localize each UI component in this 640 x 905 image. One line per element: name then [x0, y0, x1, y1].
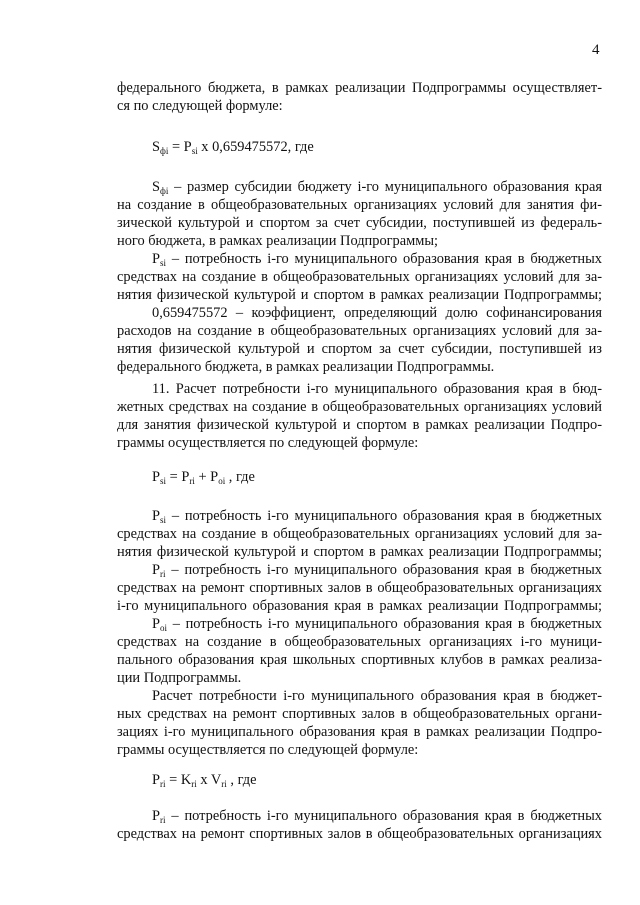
definition-line: $P_{si}$ – потребность i-го муниципального образования края в бюджетных: [152, 508, 602, 525]
text-line: средствах на ремонт спортивных залов в общеобразовательных организациях: [117, 826, 602, 842]
text-line: средствах на создание в общеобразовательных организациях условий для за-: [117, 526, 602, 542]
text-line: зической культурой и спортом за счет субсидии, поступившей из федераль-: [117, 215, 602, 231]
text-line: средствах на создание в общеобразовательных организациях i-го муници-: [117, 634, 602, 650]
text-line: ных средствах на ремонт спортивных залов в общеобразовательных органи-: [117, 706, 602, 722]
text-line: нятия физической культурой и спортом в рамках реализации Подпрограммы;: [117, 544, 602, 560]
text-line: нятия физической культурой и спортом за счет субсидии, поступившей из: [117, 341, 602, 357]
text-line: средствах на ремонт спортивных залов в общеобразовательных организациях: [117, 580, 602, 596]
text-line: граммы осуществляется по следующей формуле:: [117, 742, 419, 758]
text-line: пального образования края школьных спортивных клубов в рамках реализа-: [117, 652, 602, 668]
definition-line: $P_{si}$ – потребность i-го муниципального образования края в бюджетных: [152, 251, 602, 268]
text-line: для занятия физической культурой и спортом в рамках реализации Подпро-: [117, 417, 602, 433]
formula-2: $P_{si} = P_{ri} + P_{oi}$ , где: [152, 469, 255, 486]
text-line: расходов на создание в общеобразовательных организациях условий для за-: [117, 323, 602, 339]
text-line: жетных средствах на создание в общеобразовательных организациях условий: [117, 399, 602, 415]
text-line: 0,659475572 – коэффициент, определяющий долю софинансирования: [152, 305, 602, 321]
text-line: граммы осуществляется по следующей формуле:: [117, 435, 419, 451]
definition-line: $P_{ri}$ – потребность i-го муниципального образования края в бюджетных: [152, 808, 602, 825]
text-line: средствах на создание в общеобразовательных организациях условий для за-: [117, 269, 602, 285]
definition-line: $S_{фi}$ – размер субсидии бюджету i-го муниципального образования края: [152, 179, 602, 196]
text-line: федерального бюджета, в рамках реализации Подпрограммы осуществляет-: [117, 80, 602, 96]
definition-line: $P_{ri}$ – потребность i-го муниципального образования края в бюджетных: [152, 562, 602, 579]
text-line: нятия физической культурой и спортом в рамках реализации Подпрограммы;: [117, 287, 602, 303]
section-11-heading: 11. Расчет потребности i-го муниципального образования края в бюд-: [152, 381, 602, 397]
text-line: ного бюджета, в рамках реализации Подпрограммы;: [117, 233, 438, 249]
text-line: федерального бюджета, в рамках реализации Подпрограммы.: [117, 359, 495, 375]
page-number: 4: [592, 42, 600, 58]
text-line: зациях i-го муниципального образования края в рамках реализации Подпро-: [117, 724, 602, 740]
text-line: Расчет потребности i-го муниципального образования края в бюджет-: [152, 688, 602, 704]
formula-3: $P_{ri} = K_{ri}$ x $V_{ri}$ , где: [152, 772, 257, 789]
text-line: ции Подпрограммы.: [117, 670, 242, 686]
text-line: i-го муниципального образования края в рамках реализации Подпрограммы;: [117, 598, 602, 614]
definition-line: $P_{oi}$ – потребность i-го муниципального образования края в бюджетных: [152, 616, 602, 633]
text-line: на создание в общеобразовательных организациях условий для занятия фи-: [117, 197, 602, 213]
text-line: ся по следующей формуле:: [117, 98, 283, 114]
formula-1: $S_{фi} = P_{si}$ x 0,659475572, где: [152, 139, 314, 156]
